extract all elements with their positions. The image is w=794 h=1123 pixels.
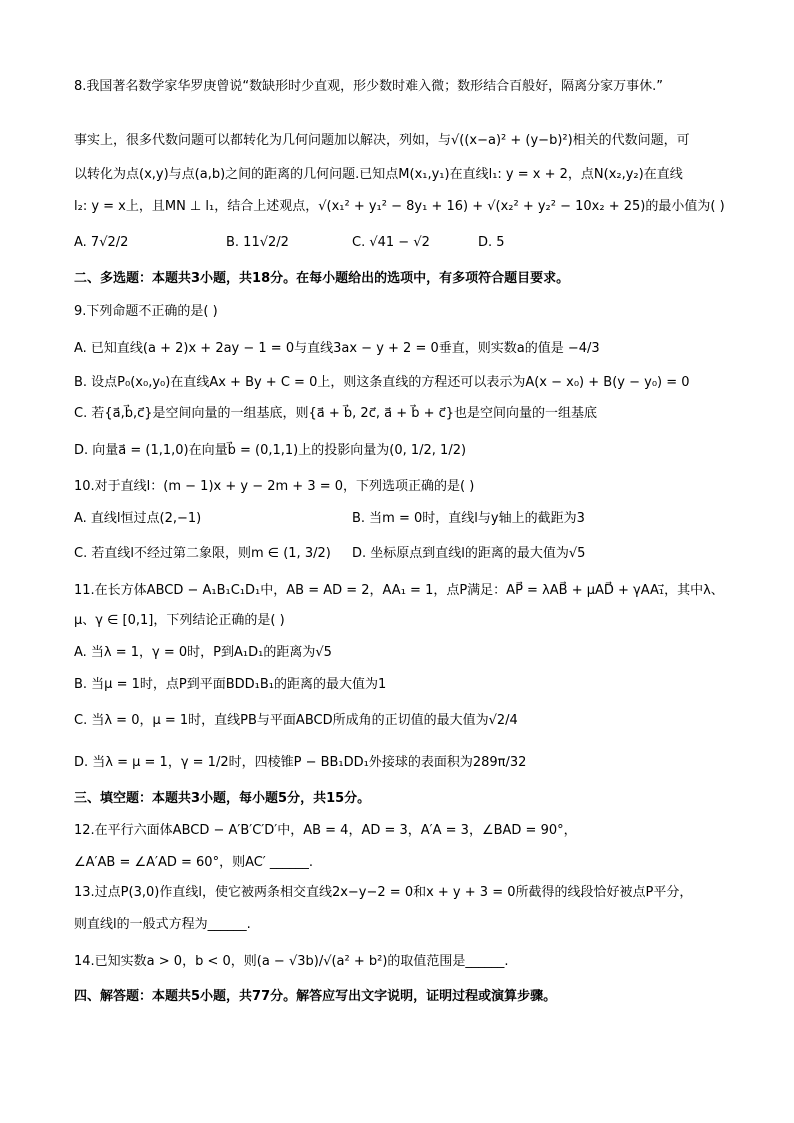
q9-stem: 9.下列命题不正确的是( ): [74, 304, 218, 319]
q10-option-d: D. 坐标原点到直线l的距离的最大值为√5: [352, 546, 586, 561]
q11-option-d: D. 当λ = μ = 1，γ = 1/2时，四棱锥P − BB₁DD₁外接球的表面积为289π/32: [74, 755, 527, 770]
q8-line-4: l₂: y = x上，且MN ⊥ l₁，结合上述观点，√(x₁² + y₁² − 8y₁ + 16) + √(x₂² + y₂² − 10x₂ + 25)的最小值为( ): [74, 199, 725, 214]
q10-option-b: B. 当m = 0时，直线l与y轴上的截距为3: [352, 511, 585, 526]
q9-option-b: B. 设点P₀(x₀,y₀)在直线Ax + By + C = 0上，则这条直线的方程还可以表示为A(x − x₀) + B(y − y₀) = 0: [74, 375, 690, 390]
q12-line-1: 12.在平行六面体ABCD − A′B′C′D′中，AB = 4，AD = 3，A′A = 3，∠BAD = 90°，: [74, 823, 577, 838]
q8-option-d: D. 5: [478, 235, 505, 250]
question-14: 14.已知实数a > 0，b < 0，则(a − √3b)/√(a² + b²)的取值范围是______.: [74, 954, 509, 969]
q9-option-d: D. 向量a⃗ = (1,1,0)在向量b⃗ = (0,1,1)上的投影向量为(0, 1/2, 1/2): [74, 443, 467, 458]
q8-option-b: B. 11√2/2: [226, 235, 289, 250]
q11-option-a: A. 当λ = 1，γ = 0时，P到A₁D₁的距离为√5: [74, 645, 332, 660]
q13-line-1: 13.过点P(3,0)作直线l，使它被两条相交直线2x−y−2 = 0和x + y + 3 = 0所截得的线段恰好被点P平分，: [74, 885, 693, 900]
q8-line-1: 8.我国著名数学家华罗庚曾说“数缺形时少直观，形少数时难入微；数形结合百般好，隔离分家万事休.”: [74, 79, 664, 94]
q10-stem: 10.对于直线l：(m − 1)x + y − 2m + 3 = 0，下列选项正确的是( ): [74, 479, 475, 494]
q9-option-a: A. 已知直线(a + 2)x + 2ay − 1 = 0与直线3ax − y + 2 = 0垂直，则实数a的值是 −4/3: [74, 341, 600, 356]
section-3-heading: 三、填空题：本题共3小题，每小题5分，共15分。: [74, 791, 371, 806]
q10-option-c: C. 若直线l不经过第二象限，则m ∈ (1, 3/2): [74, 546, 331, 561]
q8-line-2: 事实上，很多代数问题可以都转化为几何问题加以解决，列如，与√((x−a)² + (y−b)²)相关的代数问题，可: [74, 133, 690, 148]
q11-line-1: 11.在长方体ABCD − A₁B₁C₁D₁中，AB = AD = 2，AA₁ = 1，点P满足：AP⃗ = λAB⃗ + μAD⃗ + γAA₁⃗，其中λ、: [74, 583, 724, 598]
q9-option-c: C. 若{a⃗,b⃗,c⃗}是空间向量的一组基底，则{a⃗ + b⃗, 2c⃗, a⃗ + b⃗ + c⃗}也是空间向量的一组基底: [74, 406, 598, 421]
q11-option-b: B. 当μ = 1时，点P到平面BDD₁B₁的距离的最大值为1: [74, 677, 387, 692]
q12-line-2: ∠A′AB = ∠A′AD = 60°，则AC′ ______.: [74, 855, 314, 870]
q11-option-c: C. 当λ = 0，μ = 1时，直线PB与平面ABCD所成角的正切值的最大值为√2/4: [74, 713, 518, 728]
q8-option-a: A. 7√2/2: [74, 235, 129, 250]
q8-line-3: 以转化为点(x,y)与点(a,b)之间的距离的几何问题.已知点M(x₁,y₁)在直线l₁: y = x + 2，点N(x₂,y₂)在直线: [74, 167, 683, 182]
q10-option-a: A. 直线l恒过点(2,−1): [74, 511, 202, 526]
q13-line-2: 则直线l的一般式方程为______.: [74, 917, 251, 932]
section-4-heading: 四、解答题：本题共5小题，共77分。解答应写出文字说明，证明过程或演算步骤。: [74, 989, 557, 1004]
section-2-heading: 二、多选题：本题共3小题，共18分。在每小题给出的选项中，有多项符合题目要求。: [74, 271, 570, 286]
q11-line-2: μ、γ ∈ [0,1]，下列结论正确的是( ): [74, 613, 285, 628]
q8-option-c: C. √41 − √2: [352, 235, 430, 250]
